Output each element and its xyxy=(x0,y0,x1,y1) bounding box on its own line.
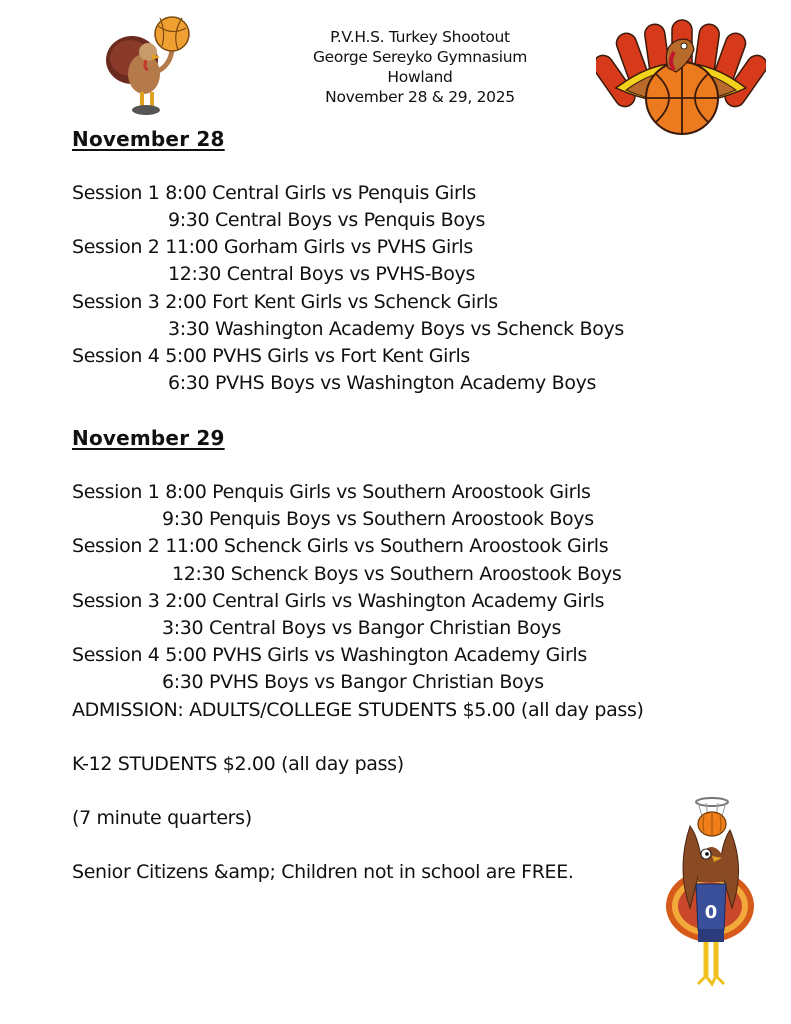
game-row: 3:30 Washington Academy Boys vs Schenck Boys xyxy=(168,318,624,340)
turkey-basketball-spinner-icon xyxy=(100,12,200,117)
turkey-basketball-body-icon xyxy=(596,18,766,136)
game-row: Session 1 8:00 Central Girls vs Penquis Girls xyxy=(72,182,476,204)
game-row: Session 2 11:00 Schenck Girls vs Southern Aroostook Girls xyxy=(72,535,609,557)
admission-adults: ADMISSION: ADULTS/COLLEGE STUDENTS $5.00 (all day pass) xyxy=(72,699,644,721)
quarter-length-note: (7 minute quarters) xyxy=(72,807,252,829)
game-row: 9:30 Central Boys vs Penquis Boys xyxy=(168,209,486,231)
game-row: 12:30 Schenck Boys vs Southern Aroostook Boys xyxy=(172,563,622,585)
game-row: 6:30 PVHS Boys vs Washington Academy Boys xyxy=(168,372,597,394)
game-row: 9:30 Penquis Boys vs Southern Aroostook Boys xyxy=(162,508,594,530)
game-row: Session 4 5:00 PVHS Girls vs Washington Academy Girls xyxy=(72,644,587,666)
game-row: 3:30 Central Boys vs Bangor Christian Boys xyxy=(162,617,562,639)
game-row: Session 3 2:00 Central Girls vs Washington Academy Girls xyxy=(72,590,605,612)
svg-text:0: 0 xyxy=(704,902,718,923)
game-row: Session 3 2:00 Fort Kent Girls vs Schenck Girls xyxy=(72,291,498,313)
event-title: P.V.H.S. Turkey Shootout xyxy=(330,28,510,46)
game-row: Session 4 5:00 PVHS Girls vs Fort Kent Girls xyxy=(72,345,470,367)
event-dates: November 28 & 29, 2025 xyxy=(325,88,515,106)
game-row: Session 1 8:00 Penquis Girls vs Southern Aroostook Girls xyxy=(72,481,591,503)
admission-k12: K-12 STUDENTS $2.00 (all day pass) xyxy=(72,753,404,775)
day-heading-nov-29: November 29 xyxy=(72,426,225,450)
day-heading-nov-28: November 28 xyxy=(72,127,225,151)
flyer-header xyxy=(290,27,550,107)
game-row: 12:30 Central Boys vs PVHS-Boys xyxy=(168,263,475,285)
turkey-jersey-dunk-icon xyxy=(660,788,760,998)
game-row: Session 2 11:00 Gorham Girls vs PVHS Girls xyxy=(72,236,473,258)
free-admission-note: Senior Citizens &amp; Children not in school are FREE. xyxy=(72,861,574,883)
town-name: Howland xyxy=(387,68,453,86)
game-row: 6:30 PVHS Boys vs Bangor Christian Boys xyxy=(162,671,544,693)
venue-name: George Sereyko Gymnasium xyxy=(312,48,528,66)
